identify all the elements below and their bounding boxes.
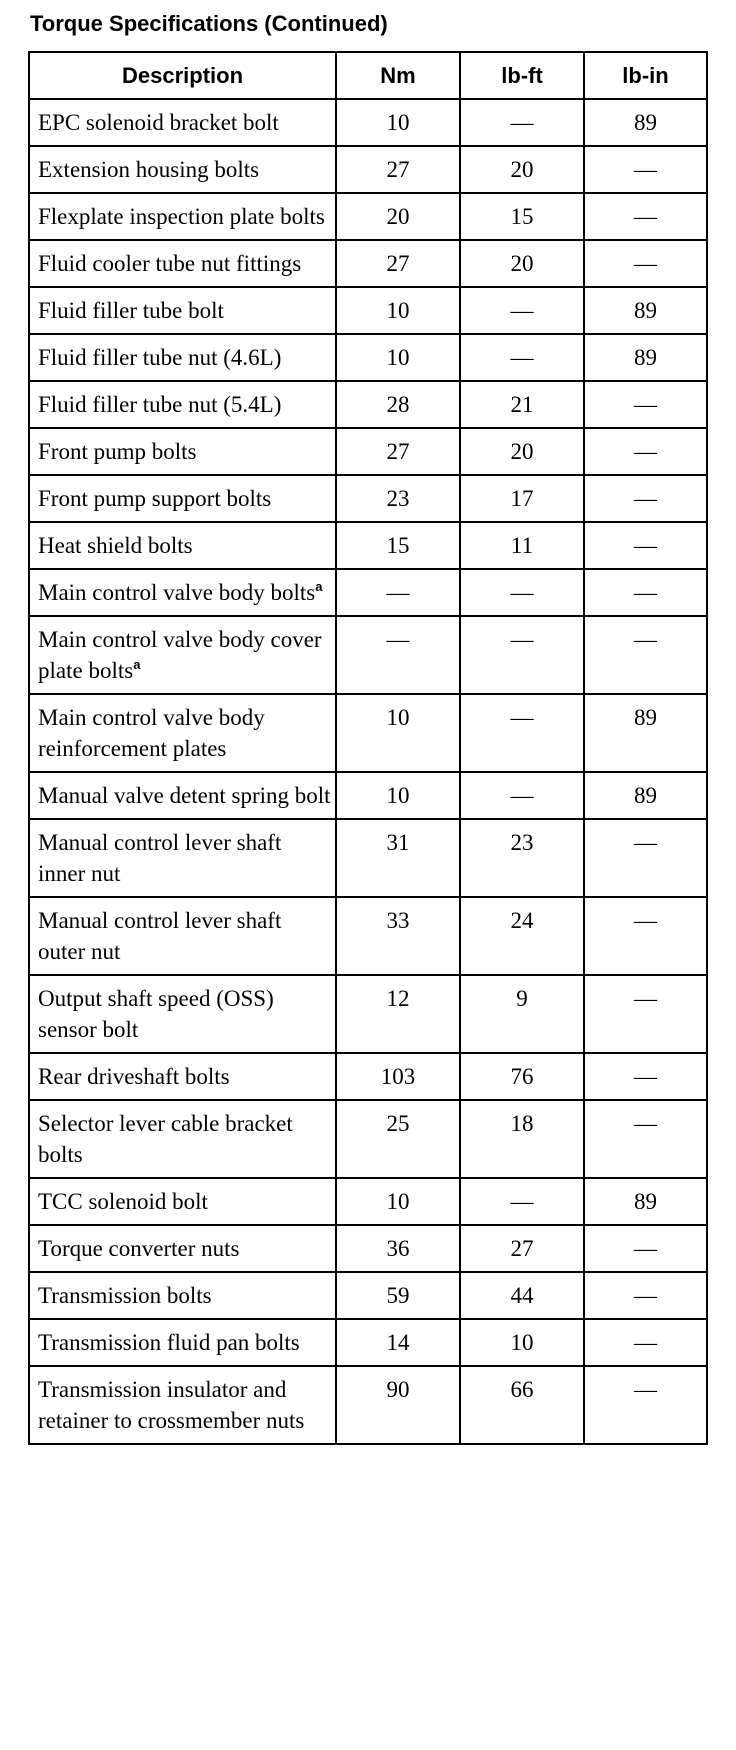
lbft-cell: 17 [460,475,584,522]
lbft-cell: 23 [460,819,584,897]
nm-cell: — [336,616,460,694]
description-text: Transmission insulator and retainer to crossmember nuts [38,1377,305,1433]
description-cell [29,240,336,287]
lbin-cell: 89 [584,287,707,334]
description-text: Extension housing bolts [38,157,260,182]
lbft-cell: 15 [460,193,584,240]
table-body [29,99,707,1444]
lbin-cell: 89 [584,1178,707,1225]
lbft-cell: — [460,569,584,616]
description-text: Main control valve body cover plate bolts [38,627,322,683]
nm-cell: 90 [336,1366,460,1444]
description-text: Selector lever cable bracket bolts [38,1111,293,1167]
column-header-nm: Nm [336,52,460,99]
lbft-cell: 20 [460,146,584,193]
nm-cell: 33 [336,897,460,975]
lbin-cell: — [584,569,707,616]
table-row [29,193,707,240]
description-cell [29,287,336,334]
nm-cell: 59 [336,1272,460,1319]
nm-cell: 103 [336,1053,460,1100]
description-text: Torque converter nuts [38,1236,240,1261]
lbft-cell: — [460,287,584,334]
lbft-cell: 27 [460,1225,584,1272]
table-row [29,694,707,772]
column-header-lbin: lb-in [584,52,707,99]
description-cell [29,1319,336,1366]
table-row [29,287,707,334]
lbin-cell: — [584,428,707,475]
table-row [29,381,707,428]
nm-cell: 27 [336,146,460,193]
table-row [29,99,707,146]
lbin-cell: 89 [584,334,707,381]
lbin-cell: 89 [584,772,707,819]
lbin-cell: — [584,522,707,569]
description-cell [29,522,336,569]
description-cell [29,1178,336,1225]
lbin-cell: — [584,975,707,1053]
lbin-cell: — [584,1225,707,1272]
nm-cell: 20 [336,193,460,240]
description-text: EPC solenoid bracket bolt [38,110,279,135]
lbft-cell: — [460,334,584,381]
table-row [29,569,707,616]
table-row [29,1366,707,1444]
lbft-cell: 24 [460,897,584,975]
description-cell [29,616,336,694]
lbin-cell: — [584,1319,707,1366]
table-row [29,772,707,819]
description-text: Heat shield bolts [38,533,193,558]
lbin-cell: — [584,897,707,975]
table-row [29,240,707,287]
nm-cell: 28 [336,381,460,428]
table-row [29,819,707,897]
lbin-cell: — [584,819,707,897]
description-text: Front pump support bolts [38,486,272,511]
table-row [29,1178,707,1225]
nm-cell: 10 [336,287,460,334]
table-row [29,616,707,694]
lbft-cell: 76 [460,1053,584,1100]
description-cell [29,1053,336,1100]
lbin-cell: — [584,1366,707,1444]
lbin-cell: — [584,381,707,428]
table-row [29,975,707,1053]
table-header-row [29,52,707,99]
lbft-cell: — [460,1178,584,1225]
table-row [29,146,707,193]
nm-cell: 10 [336,99,460,146]
nm-cell: 14 [336,1319,460,1366]
description-cell [29,1100,336,1178]
description-text: Front pump bolts [38,439,197,464]
description-cell [29,334,336,381]
lbin-cell: — [584,1053,707,1100]
column-header-lbft: lb-ft [460,52,584,99]
lbin-cell: — [584,616,707,694]
description-cell [29,1366,336,1444]
table-row [29,1319,707,1366]
table-row [29,428,707,475]
table-row [29,522,707,569]
nm-cell: 10 [336,694,460,772]
lbft-cell: 10 [460,1319,584,1366]
description-cell [29,99,336,146]
lbft-cell: 44 [460,1272,584,1319]
nm-cell: 10 [336,1178,460,1225]
description-text: Fluid filler tube nut (4.6L) [38,345,282,370]
nm-cell: 12 [336,975,460,1053]
lbin-cell: — [584,193,707,240]
torque-specifications-table [28,51,708,1445]
table-row [29,475,707,522]
table-row [29,1272,707,1319]
lbft-cell: 66 [460,1366,584,1444]
page-title: Torque Specifications (Continued) [30,11,388,36]
lbin-cell: 89 [584,99,707,146]
lbft-cell: 20 [460,428,584,475]
description-text: Fluid filler tube nut (5.4L) [38,392,282,417]
lbft-cell: — [460,616,584,694]
footnote-marker: a [133,657,141,672]
description-cell [29,146,336,193]
nm-cell: 15 [336,522,460,569]
table-row [29,1225,707,1272]
lbin-cell: — [584,240,707,287]
nm-cell: 27 [336,428,460,475]
description-text: Fluid cooler tube nut fittings [38,251,302,276]
description-text: Fluid filler tube bolt [38,298,224,323]
table-row [29,897,707,975]
table-row [29,334,707,381]
description-cell [29,193,336,240]
table-row [29,1100,707,1178]
lbin-cell: — [584,1272,707,1319]
nm-cell: — [336,569,460,616]
description-cell [29,772,336,819]
nm-cell: 31 [336,819,460,897]
lbft-cell: — [460,772,584,819]
nm-cell: 10 [336,772,460,819]
description-text: Main control valve body bolts [38,580,316,605]
description-cell [29,475,336,522]
footnote-marker: a [315,579,323,594]
description-text: Rear driveshaft bolts [38,1064,230,1089]
lbft-cell: 21 [460,381,584,428]
description-cell [29,1272,336,1319]
description-text: Transmission bolts [38,1283,212,1308]
nm-cell: 36 [336,1225,460,1272]
lbft-cell: — [460,694,584,772]
lbft-cell: 18 [460,1100,584,1178]
description-cell [29,897,336,975]
table-row [29,1053,707,1100]
lbft-cell: 9 [460,975,584,1053]
description-cell [29,569,336,616]
column-header-description: Description [29,52,336,99]
description-cell [29,1225,336,1272]
description-text: Manual valve detent spring bolt [38,783,331,808]
lbft-cell: 11 [460,522,584,569]
description-cell [29,694,336,772]
description-text: Manual control lever shaft inner nut [38,830,282,886]
lbin-cell: — [584,475,707,522]
description-text: Main control valve body reinforcement plates [38,705,265,761]
lbin-cell: 89 [584,694,707,772]
nm-cell: 10 [336,334,460,381]
lbft-cell: 20 [460,240,584,287]
description-cell [29,381,336,428]
description-cell [29,819,336,897]
lbin-cell: — [584,146,707,193]
lbin-cell: — [584,1100,707,1178]
nm-cell: 23 [336,475,460,522]
description-text: Flexplate inspection plate bolts [38,204,325,229]
description-text: TCC solenoid bolt [38,1189,208,1214]
description-cell [29,428,336,475]
description-text: Output shaft speed (OSS) sensor bolt [38,986,274,1042]
nm-cell: 27 [336,240,460,287]
description-text: Manual control lever shaft outer nut [38,908,282,964]
description-text: Transmission fluid pan bolts [38,1330,300,1355]
description-cell [29,975,336,1053]
lbft-cell: — [460,99,584,146]
nm-cell: 25 [336,1100,460,1178]
